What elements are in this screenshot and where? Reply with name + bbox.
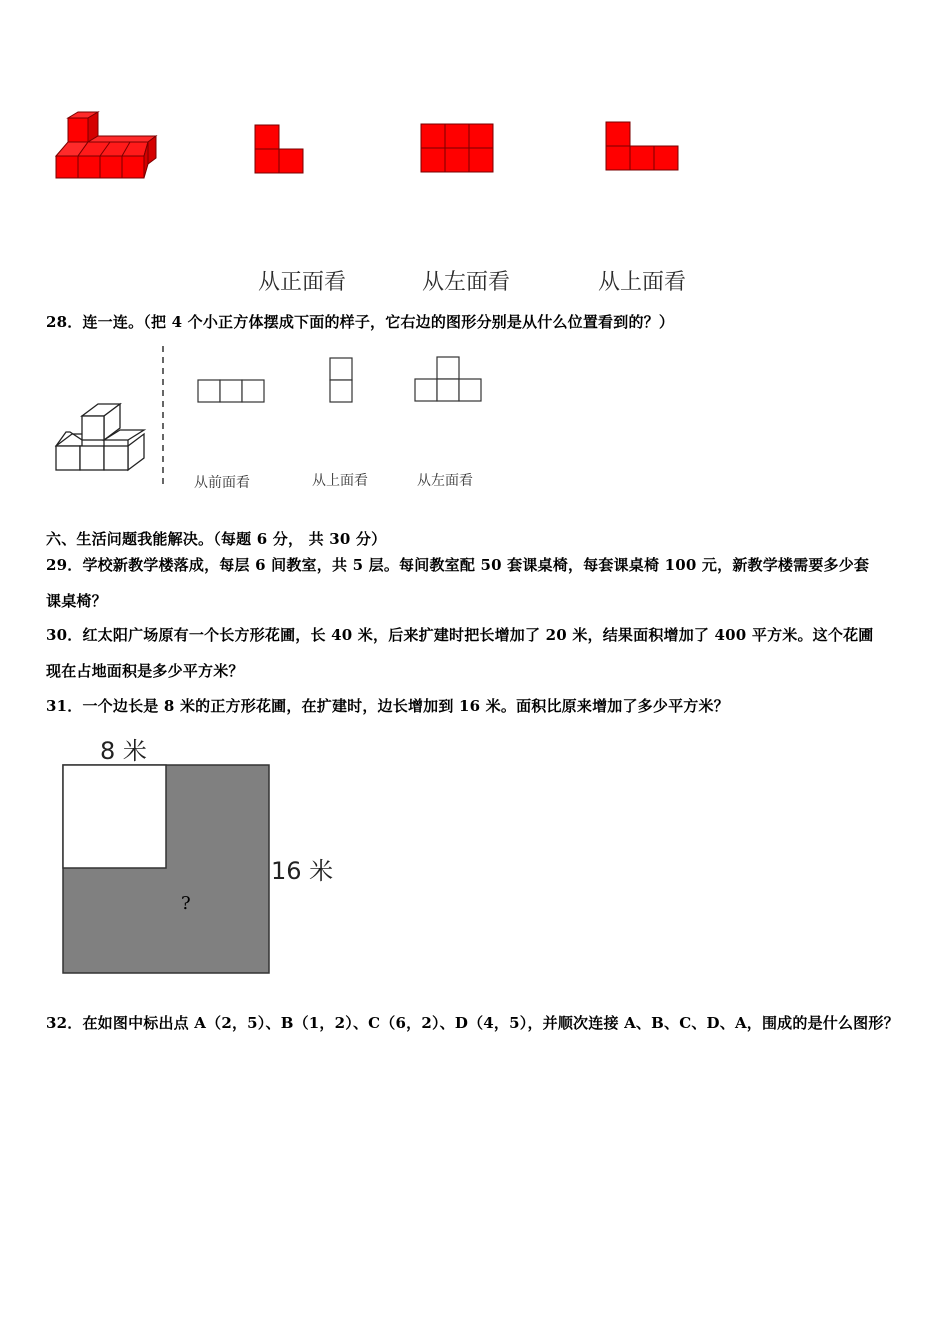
label-8-meters: 8 米 [100,737,147,765]
label-top-view: 从上面看 [598,270,687,295]
question-29-line2: 课桌椅？ [46,592,107,610]
square-garden-figure [62,764,272,976]
outline-left-view [414,356,482,402]
section-6-heading: 六、生活问题我能解决。（每题 6 分， 共 30 分） [46,530,387,548]
dashed-divider [161,346,165,488]
question-31: 31．一个边长是 8 米的正方形花圃，在扩建时，边长增加到 16 米。面积比原来增加了多少平方米？ [46,697,729,715]
label-front-view: 从正面看 [258,270,347,295]
red-left-view [420,123,494,173]
label-16-meters: 16 米 [271,857,334,885]
red-front-view [254,124,304,174]
question-30-line2: 现在占地面积是多少平方米？ [46,662,244,680]
label-from-top: 从上面看 [312,473,368,489]
outline-front-view [197,379,265,403]
red-top-view [605,121,679,171]
question-28: 28．连一连。（把 4 个小正方体摆成下面的样子，它右边的图形分别是从什么位置看到的？） [46,313,675,331]
outline-top-view [329,357,353,403]
red-cube-3d-figure [54,110,154,185]
outline-cube-3d-figure [54,402,154,477]
label-from-left: 从左面看 [417,473,473,489]
label-left-view: 从左面看 [422,270,511,295]
question-30-line1: 30．红太阳广场原有一个长方形花圃，长 40 米，后来扩建时把长增加了 20 米，结果面积增加了 400 平方米。这个花圃 [46,626,874,644]
question-mark: ? [181,893,191,914]
question-29-line1: 29．学校新教学楼落成，每层 6 间教室，共 5 层。每间教室配 50 套课桌椅，每套课桌椅 100 元，新教学楼需要多少套 [46,556,870,574]
label-from-front: 从前面看 [194,475,250,491]
question-32: 32．在如图中标出点 A（2，5）、B（1，2）、C（6，2）、D（4，5），并顺次连接 A、B、C、D、A，围成的是什么图形？ [46,1014,899,1032]
